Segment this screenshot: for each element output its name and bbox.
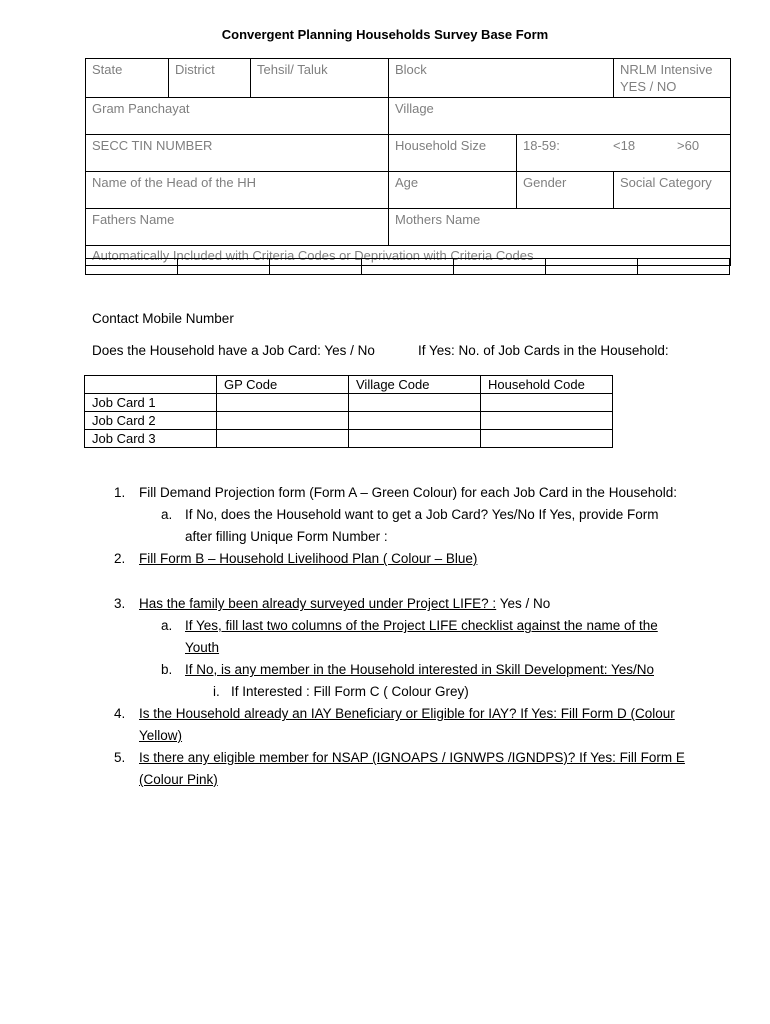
age-18-59-label: 18-59: (523, 138, 560, 153)
mothers-name-field[interactable]: Mothers Name (389, 209, 731, 246)
village-code-cell[interactable] (349, 394, 481, 412)
social-category-field[interactable]: Social Category (614, 172, 731, 209)
list-roman: i. (213, 684, 220, 699)
table-row (85, 412, 613, 430)
village-code-header: Village Code (349, 376, 481, 394)
instruction-1: Fill Demand Projection form (Form A – Green Colour) for each Job Card in the Household: (139, 485, 677, 500)
criteria-code-cell[interactable] (546, 259, 638, 275)
village-field[interactable]: Village (389, 98, 731, 135)
job-card-label: Job Card 1 (85, 394, 217, 412)
instruction-3 (139, 593, 550, 615)
list-number: 5. (114, 750, 126, 765)
criteria-codes-table (85, 258, 730, 275)
instruction-4-line1: Is the Household already an IAY Beneficiary or Eligible for IAY? If Yes: Fill Form D (Colour (139, 706, 675, 721)
job-card-label: Job Card 2 (85, 412, 217, 430)
nrlm-field[interactable] (614, 59, 731, 98)
fathers-name-field[interactable]: Fathers Name (86, 209, 389, 246)
gp-code-cell[interactable] (217, 412, 349, 430)
household-code-header: Household Code (481, 376, 613, 394)
household-code-cell[interactable] (481, 412, 613, 430)
gp-code-cell[interactable] (217, 394, 349, 412)
head-name-field[interactable]: Name of the Head of the HH (86, 172, 389, 209)
criteria-code-cell[interactable] (454, 259, 546, 275)
instruction-3a-line2: Youth (185, 640, 220, 655)
instruction-1a-line1: If No, does the Household want to get a Job Card? Yes/No If Yes, provide Form (185, 507, 659, 522)
contact-mobile-label: Contact Mobile Number (92, 311, 234, 326)
instruction-3b: If No, is any member in the Household interested in Skill Development: Yes/No (185, 662, 654, 677)
instruction-1a-line2: after filling Unique Form Number : (185, 529, 388, 544)
household-size-field[interactable]: Household Size (389, 135, 517, 172)
instruction-5-line2: (Colour Pink) (139, 772, 218, 787)
job-card-header-row (85, 376, 613, 394)
table-row (85, 394, 613, 412)
list-letter: a. (161, 618, 173, 633)
list-letter: b. (161, 662, 173, 677)
criteria-code-cell[interactable] (638, 259, 730, 275)
job-card-table (84, 375, 613, 448)
list-number: 2. (114, 551, 126, 566)
household-code-cell[interactable] (481, 430, 613, 448)
household-code-cell[interactable] (481, 394, 613, 412)
job-card-count-question: If Yes: No. of Job Cards in the Household: (418, 343, 669, 358)
instruction-3-options: Yes / No (496, 596, 551, 611)
base-form-table (85, 58, 731, 266)
instruction-3bi: If Interested : Fill Form C ( Colour Grey) (231, 684, 469, 699)
age-breakdown-field[interactable] (517, 135, 731, 172)
village-code-cell[interactable] (349, 412, 481, 430)
gender-field[interactable]: Gender (517, 172, 614, 209)
nrlm-options: YES / NO (620, 79, 677, 94)
job-card-question: Does the Household have a Job Card: Yes / No (92, 343, 375, 358)
tehsil-field[interactable]: Tehsil/ Taluk (251, 59, 389, 98)
list-number: 4. (114, 706, 126, 721)
secc-tin-field[interactable]: SECC TIN NUMBER (86, 135, 389, 172)
gram-panchayat-field[interactable]: Gram Panchayat (86, 98, 389, 135)
table-row (85, 430, 613, 448)
instruction-5-line1: Is there any eligible member for NSAP (IGNOAPS / IGNWPS /IGNDPS)? If Yes: Fill Form E (139, 750, 685, 765)
criteria-code-cell[interactable] (86, 259, 178, 275)
instruction-3-question: Has the family been already surveyed under Project LIFE? : (139, 596, 497, 611)
nrlm-label: NRLM Intensive (620, 62, 713, 77)
instruction-2: Fill Form B – Household Livelihood Plan ( Colour – Blue) (139, 551, 478, 566)
list-letter: a. (161, 507, 173, 522)
age-over-60-label: >60 (677, 138, 700, 153)
block-field[interactable]: Block (389, 59, 614, 98)
age-field[interactable]: Age (389, 172, 517, 209)
job-card-question-line (92, 343, 669, 358)
list-number: 3. (114, 596, 126, 611)
instruction-3a-line1: If Yes, fill last two columns of the Project LIFE checklist against the name of the (185, 618, 658, 633)
criteria-code-cell[interactable] (362, 259, 454, 275)
list-number: 1. (114, 485, 126, 500)
job-card-header-cell (85, 376, 217, 394)
village-code-cell[interactable] (349, 430, 481, 448)
form-title: Convergent Planning Households Survey Base Form (221, 27, 549, 42)
state-field[interactable]: State (86, 59, 169, 98)
criteria-code-cell[interactable] (178, 259, 270, 275)
instruction-4-line2: Yellow) (139, 728, 183, 743)
criteria-header: Automatically Included with Criteria Codes or Deprivation with Criteria Codes (86, 246, 731, 266)
job-card-label: Job Card 3 (85, 430, 217, 448)
district-field[interactable]: District (169, 59, 251, 98)
criteria-code-cell[interactable] (270, 259, 362, 275)
age-under-18-label: <18 (613, 138, 636, 153)
gp-code-cell[interactable] (217, 430, 349, 448)
gp-code-header: GP Code (217, 376, 349, 394)
